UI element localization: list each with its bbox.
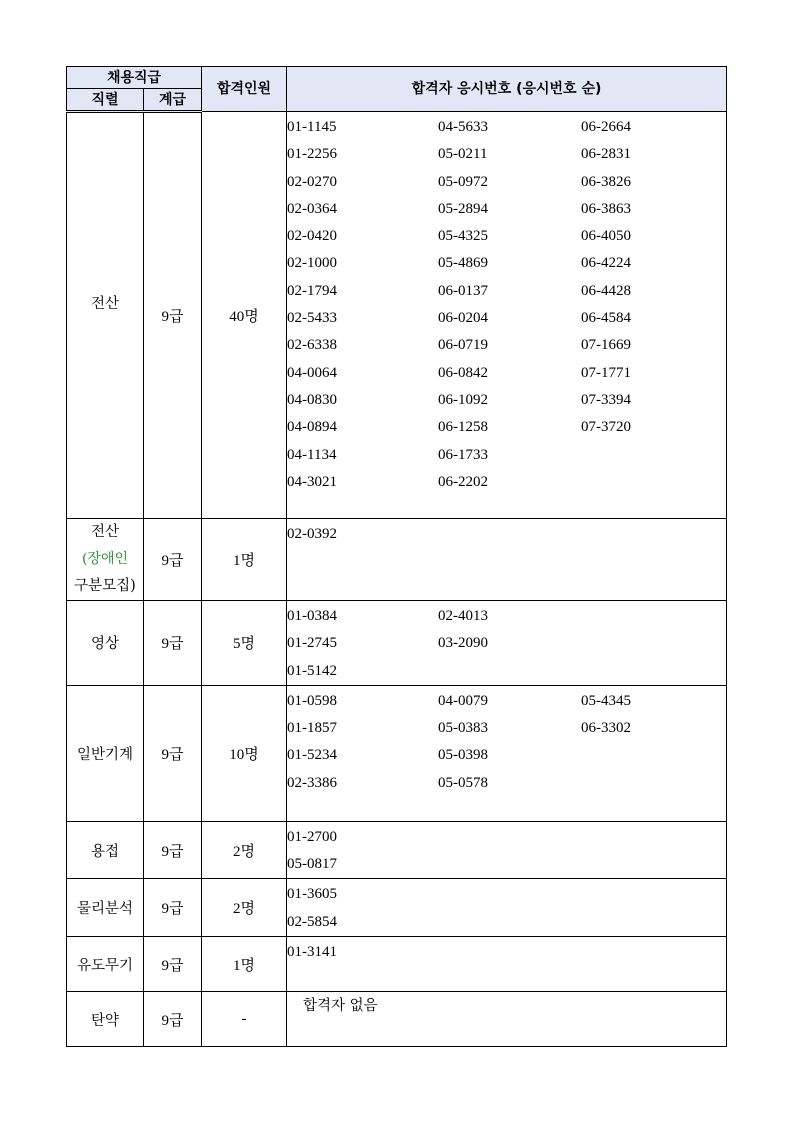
- exam-number: 01-1857: [287, 720, 338, 737]
- exam-number: 06-1092: [438, 391, 489, 408]
- exam-number: 05-0972: [438, 173, 489, 190]
- series-cell: 용접: [67, 821, 144, 879]
- exam-number: 06-0719: [438, 337, 489, 354]
- exam-number: [581, 630, 721, 657]
- exam-number: 01-2256: [287, 146, 338, 163]
- exam-number: 01-0384: [287, 608, 338, 624]
- exam-number: 07-1669: [581, 337, 632, 354]
- pass-count-cell: 2명: [202, 821, 287, 879]
- grade-cell: 9급: [144, 879, 202, 937]
- exam-number: [581, 742, 721, 769]
- exam-numbers-grid: [287, 822, 726, 879]
- header-grade: 계급: [144, 89, 202, 112]
- exam-number: 04-0079: [438, 692, 489, 709]
- no-passers-text: 합격자 없음: [303, 998, 378, 1015]
- exam-number: [581, 658, 721, 685]
- results-table: [66, 66, 727, 1047]
- series-cell: [67, 519, 144, 601]
- pass-count-cell: 5명: [202, 601, 287, 686]
- exam-number: 05-0398: [438, 747, 489, 764]
- exam-numbers-cell: [287, 112, 727, 519]
- exam-number: 02-0364: [287, 200, 338, 217]
- pass-count-cell: -: [202, 992, 287, 1047]
- exam-number: 03-2090: [438, 635, 489, 652]
- pass-count-cell: 40명: [202, 112, 287, 519]
- exam-number: 05-0383: [438, 720, 489, 737]
- exam-numbers-grid: [287, 519, 726, 548]
- series-cell: 물리분석: [67, 879, 144, 937]
- exam-number: 05-0578: [438, 774, 489, 791]
- exam-numbers-cell: [287, 685, 727, 821]
- exam-number: 06-1258: [438, 419, 489, 436]
- exam-number: 04-3021: [287, 473, 338, 490]
- exam-number: 01-2700: [287, 828, 338, 845]
- grade-cell: 9급: [144, 601, 202, 686]
- exam-number: 05-0817: [287, 856, 338, 873]
- exam-number: [581, 603, 721, 630]
- exam-number: 06-1733: [438, 446, 489, 463]
- exam-number: 01-1145: [287, 119, 337, 135]
- series-sublabel: (장애인: [81, 551, 129, 567]
- exam-numbers-cell: [287, 821, 727, 879]
- exam-number: 02-0270: [287, 173, 338, 190]
- exam-number: 06-4224: [581, 255, 632, 272]
- exam-number: [581, 469, 721, 496]
- table-row: [67, 937, 727, 992]
- exam-number: 07-3720: [581, 419, 632, 436]
- exam-numbers-grid: [287, 601, 726, 685]
- exam-numbers-cell: [287, 937, 727, 992]
- table-row: [67, 519, 727, 601]
- series-cell: 일반기계: [67, 685, 144, 821]
- exam-number: 06-4428: [581, 282, 632, 299]
- exam-number: 07-3394: [581, 391, 632, 408]
- exam-number: 02-5854: [287, 913, 338, 930]
- exam-number: [581, 770, 721, 797]
- pass-count-cell: 10명: [202, 685, 287, 821]
- series-label: 전산: [90, 524, 119, 540]
- exam-number: [438, 881, 581, 908]
- pass-count-cell: 1명: [202, 519, 287, 601]
- pass-count-cell: 2명: [202, 879, 287, 937]
- exam-number: 05-4325: [438, 228, 489, 245]
- exam-number: 06-2664: [581, 119, 632, 135]
- series-sublabel: 구분모집): [74, 578, 136, 594]
- exam-number: [581, 824, 721, 851]
- exam-number: 04-0894: [287, 419, 338, 436]
- exam-number: [438, 851, 581, 878]
- exam-number: [581, 881, 721, 908]
- grade-cell: 9급: [144, 519, 202, 601]
- table-row: [67, 685, 727, 821]
- exam-numbers-cell: [287, 879, 727, 937]
- series-cell: 전산: [67, 112, 144, 519]
- exam-numbers-cell: [287, 519, 727, 601]
- exam-number: 01-0598: [287, 692, 338, 709]
- grade-cell: 9급: [144, 112, 202, 519]
- header-series: 직렬: [67, 89, 144, 112]
- exam-number: 04-0064: [287, 364, 338, 381]
- series-cell: 탄약: [67, 992, 144, 1047]
- exam-number: 05-2894: [438, 200, 489, 217]
- exam-number: 01-5142: [287, 662, 338, 679]
- grade-cell: 9급: [144, 937, 202, 992]
- exam-number: 05-4345: [581, 692, 632, 709]
- exam-number: 02-0392: [287, 526, 338, 542]
- exam-number: 06-4050: [581, 228, 632, 245]
- exam-numbers-grid: [287, 879, 726, 936]
- exam-number: 06-0137: [438, 282, 489, 299]
- exam-number: [581, 442, 721, 469]
- series-cell: 영상: [67, 601, 144, 686]
- exam-numbers-cell: [287, 601, 727, 686]
- exam-number: 06-3863: [581, 200, 632, 217]
- exam-number: 04-0830: [287, 391, 338, 408]
- table-row: [67, 112, 727, 519]
- exam-number: 01-3141: [287, 944, 338, 961]
- table-row: [67, 879, 727, 937]
- exam-number: 06-2202: [438, 473, 489, 490]
- exam-number: 05-0211: [438, 146, 488, 163]
- header-pass-count: 합격인원: [202, 67, 287, 112]
- header-recruit-grade: 채용직급: [67, 67, 202, 89]
- exam-number: [581, 851, 721, 878]
- exam-number: 04-1134: [287, 446, 337, 463]
- table-row: [67, 601, 727, 686]
- table-row: [67, 992, 727, 1047]
- exam-number: 06-0204: [438, 310, 489, 327]
- exam-number: 02-0420: [287, 228, 338, 245]
- exam-number: 06-2831: [581, 146, 632, 163]
- grade-cell: 9급: [144, 685, 202, 821]
- grade-cell: 9급: [144, 821, 202, 879]
- exam-number: 06-3302: [581, 720, 632, 737]
- exam-number: [438, 658, 581, 685]
- exam-number: 06-4584: [581, 310, 632, 327]
- exam-number: 02-1000: [287, 255, 338, 272]
- exam-number: 04-5633: [438, 119, 489, 135]
- exam-numbers-grid: [287, 112, 726, 496]
- exam-number: [438, 824, 581, 851]
- exam-number: 01-3605: [287, 886, 338, 903]
- pass-count-cell: 1명: [202, 937, 287, 992]
- exam-number: 05-4869: [438, 255, 489, 272]
- exam-number: 02-3386: [287, 774, 338, 791]
- exam-number: 06-0842: [438, 364, 489, 381]
- exam-numbers-grid: [287, 937, 726, 966]
- header-exam-numbers: 합격자 응시번호 (응시번호 순): [287, 67, 727, 112]
- exam-number: [438, 909, 581, 936]
- exam-number: 01-2745: [287, 635, 338, 652]
- exam-numbers-cell: [287, 992, 727, 1047]
- exam-number: 02-1794: [287, 282, 338, 299]
- series-cell: 유도무기: [67, 937, 144, 992]
- table-row: [67, 821, 727, 879]
- exam-number: [581, 909, 721, 936]
- exam-number: 06-3826: [581, 173, 632, 190]
- exam-number: 02-5433: [287, 310, 338, 327]
- exam-number: 07-1771: [581, 364, 632, 381]
- exam-number: 02-6338: [287, 337, 338, 354]
- exam-number: 02-4013: [438, 608, 489, 624]
- grade-cell: 9급: [144, 992, 202, 1047]
- exam-number: 01-5234: [287, 747, 338, 764]
- exam-numbers-grid: [287, 686, 726, 797]
